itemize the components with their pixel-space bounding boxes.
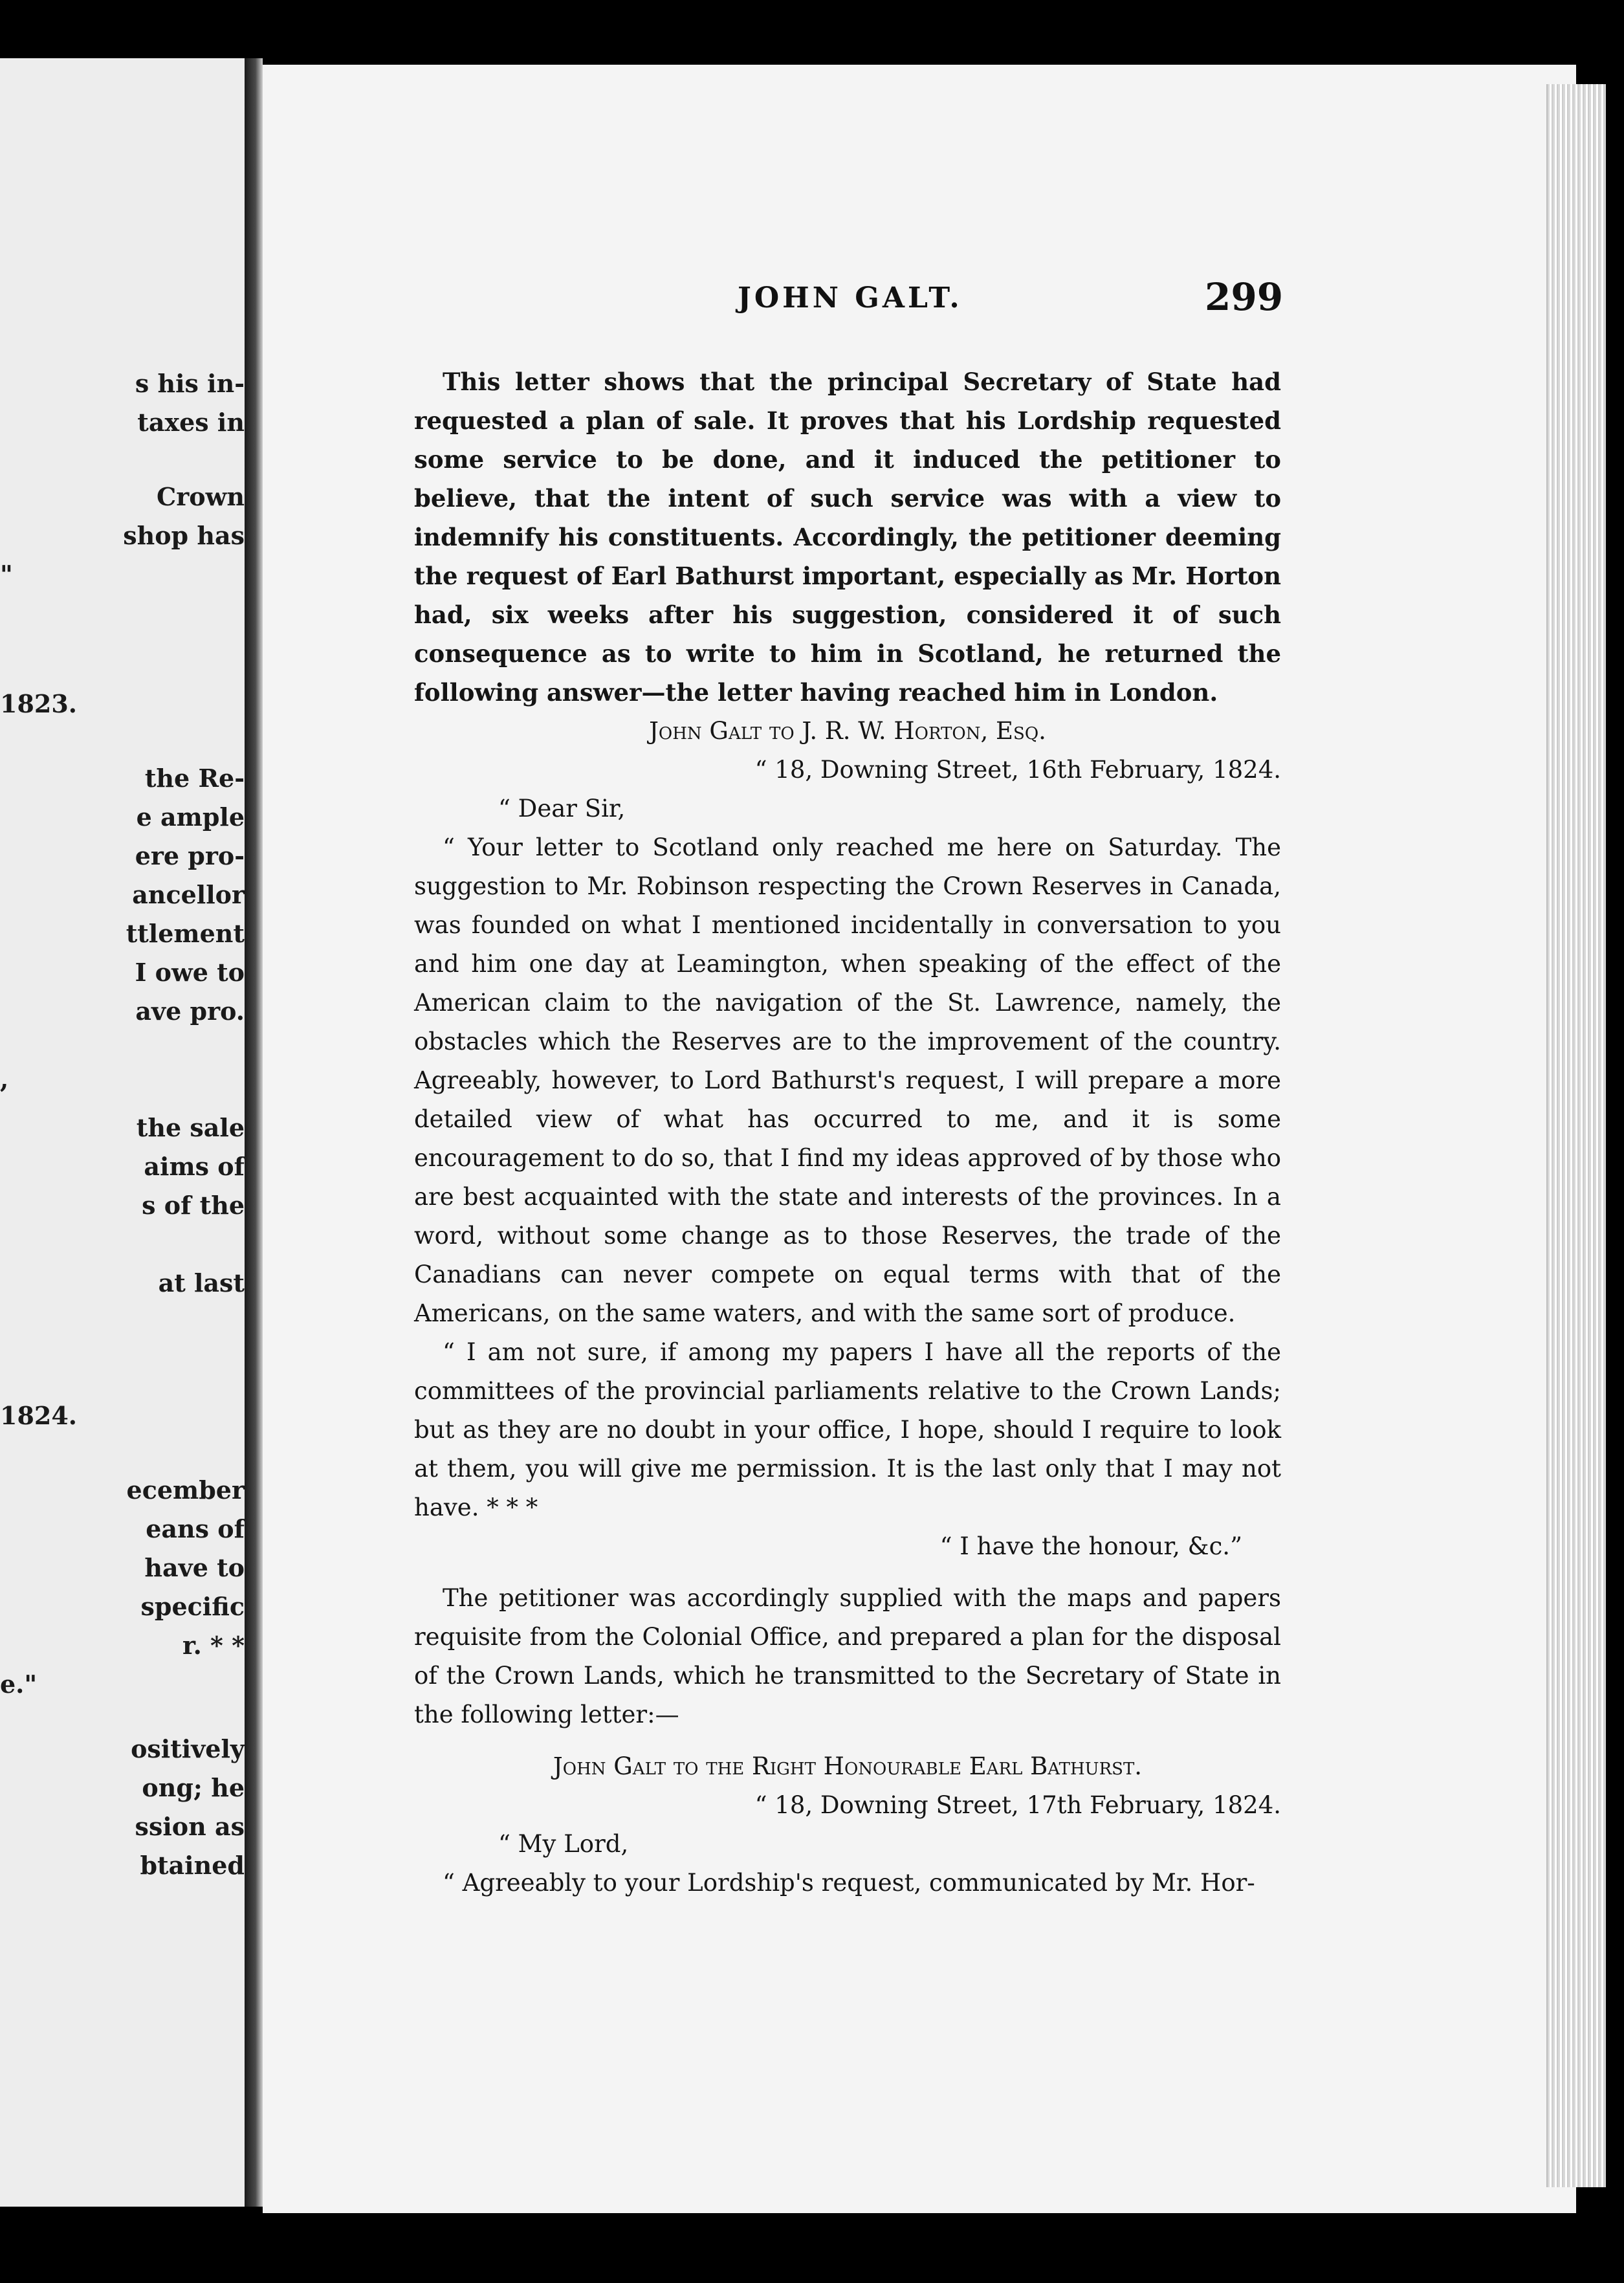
left-fragment: the sale xyxy=(136,1113,245,1142)
left-fragment: specific xyxy=(140,1592,245,1621)
left-fragment: s of the xyxy=(142,1191,245,1220)
left-fragment: ong; he xyxy=(142,1773,245,1802)
letter-heading: John Galt to J. R. W. Horton, Esq. xyxy=(649,717,1046,745)
left-fragment: r. * * xyxy=(182,1631,245,1660)
left-fragment: Crown xyxy=(157,482,245,511)
left-fragment: aims of xyxy=(144,1152,245,1181)
letter-paragraph: “ Your letter to Scotland only reached me here on Saturday. The suggestion to Mr. Robinson respecting the Crown Reserves in Canada, was founded on what I mentioned incidentally in conversation to you and him one day at Leamington, when speaking of the effect of the American claim to the navigation of the St. Lawrence, namely, the obstacles which the Reserves are to the improvement of the country. Agreeably, however, to Lord Bathurst's request, I will prepare a more detailed view of what has occurred to me, and it is some encouragement to do so, that I find my ideas approved of by those who are best acquainted with the state and interests of the provinces. In a word, without some change as to those Reserves, the trade of the Canadians can never compete on equal terms with that of the Americans, on the same waters, and with the same sort of produce. xyxy=(414,833,1281,1327)
letter-signoff: “ I have the honour, &c.” xyxy=(939,1532,1242,1560)
left-fragment: , xyxy=(0,1064,9,1094)
intro-paragraph: This letter shows that the principal Secretary of State had requested a plan of sale. It proves that his Lordship requested some service to be done, and it induced the petitioner to believe, that the intent of such service was with a view to indemnify his constituents. Accordingly, the petitioner deeming the request of Earl Bathurst important, especially as Mr. Horton had, six weeks after his suggestion, considered it of such consequence as to write to him in Scotland, he returned the following answer—the letter having reached him in London. xyxy=(414,368,1281,707)
left-fragment: btained xyxy=(140,1851,245,1880)
letter-heading: John Galt to the Right Honourable Earl Bathurst. xyxy=(553,1752,1143,1780)
letter-salutation: “ Dear Sir, xyxy=(498,795,626,822)
letter-date: “ 18, Downing Street, 17th February, 1824. xyxy=(754,1791,1281,1819)
body-paragraph: The petitioner was accordingly supplied with the maps and papers requisite from the Colonial Office, and prepared a plan for the disposal of the Crown Lands, which he transmitted to the Secretary of State in the following letter:— xyxy=(414,1584,1281,1728)
left-fragment: I owe to xyxy=(135,958,245,987)
left-fragment: e." xyxy=(0,1670,38,1699)
book-gutter xyxy=(245,58,263,2207)
left-fragment: ositively xyxy=(131,1734,245,1763)
left-fragment: " xyxy=(0,560,13,589)
page-edge xyxy=(1546,84,1606,2187)
left-fragment: 1823. xyxy=(0,689,77,718)
letter-date: “ 18, Downing Street, 16th February, 1824. xyxy=(754,756,1281,784)
left-fragment: s his in- xyxy=(135,369,245,398)
left-fragment: ave pro. xyxy=(135,997,245,1026)
left-fragment: ttlement xyxy=(126,919,245,948)
left-fragment: ancellor xyxy=(132,880,245,909)
page-number: 299 xyxy=(1205,275,1284,319)
left-fragment: ssion as xyxy=(135,1812,245,1841)
left-fragment: the Re- xyxy=(144,764,245,793)
left-fragment: ecember xyxy=(126,1475,245,1505)
left-fragment: at last xyxy=(158,1268,245,1297)
running-head: JOHN GALT. xyxy=(738,281,963,314)
left-fragment: taxes in xyxy=(137,408,245,437)
left-fragment: have to xyxy=(144,1553,245,1582)
left-fragment: 1824. xyxy=(0,1401,77,1430)
left-fragment: ere pro- xyxy=(135,841,245,870)
left-fragment: eans of xyxy=(146,1514,245,1543)
letter-paragraph: “ I am not sure, if among my papers I have all the reports of the committees of the provincial parliaments relative to the Crown Lands; but as they are no doubt in your office, I hope, should I require to look at them, you will give me permission. It is the last only that I may not have. * * * xyxy=(414,1338,1281,1521)
letter-salutation: “ My Lord, xyxy=(498,1830,629,1858)
left-fragment: e ample xyxy=(136,802,245,832)
page-body xyxy=(414,362,1281,1902)
left-fragment: shop has xyxy=(123,521,245,550)
left-facing-page xyxy=(0,58,247,2207)
letter-paragraph: “ Agreeably to your Lordship's request, communicated by Mr. Hor- xyxy=(443,1869,1255,1897)
